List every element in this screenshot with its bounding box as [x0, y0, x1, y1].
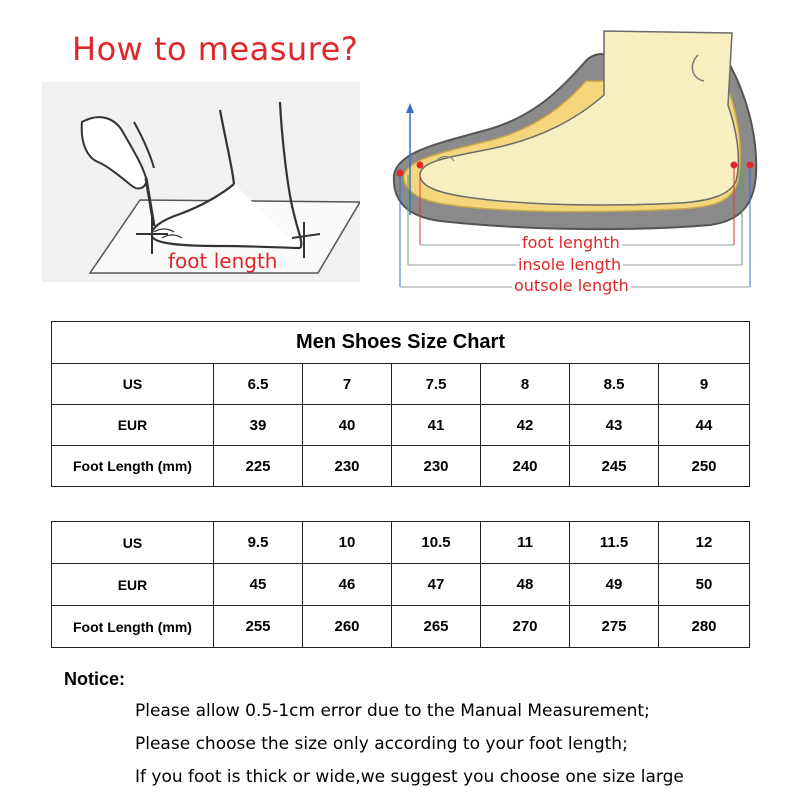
table-cell: 275 [570, 606, 659, 648]
table-cell: 48 [481, 564, 570, 606]
table-cell: 42 [481, 405, 570, 446]
table-cell: 50 [659, 564, 750, 606]
shoe-measure-illustration [380, 25, 780, 300]
size-chart-table-1 [51, 321, 750, 487]
table-cell: 265 [392, 606, 481, 648]
row-label-eur: EUR [52, 405, 214, 446]
table-cell: 49 [570, 564, 659, 606]
table-cell: 230 [303, 446, 392, 487]
table-cell: 46 [303, 564, 392, 606]
outsole-length-label: outsole length [514, 276, 629, 295]
table-row-foot-length [52, 446, 750, 487]
row-label-eur: EUR [52, 564, 214, 606]
table-cell: 40 [303, 405, 392, 446]
table-cell: 280 [659, 606, 750, 648]
table-row-eur [52, 405, 750, 446]
table-cell: 230 [392, 446, 481, 487]
foot-length-label: foot length [168, 249, 278, 273]
table-cell: 240 [481, 446, 570, 487]
notice-line-1: Please allow 0.5-1cm error due to the Manual Measurement; [135, 701, 650, 721]
table-cell: 10.5 [392, 522, 481, 564]
table-cell: 9 [659, 364, 750, 405]
row-label-us: US [52, 522, 214, 564]
table-row-eur [52, 564, 750, 606]
table-cell: 225 [214, 446, 303, 487]
size-chart-title: Men Shoes Size Chart [52, 322, 750, 364]
row-label-us: US [52, 364, 214, 405]
table-cell: 10 [303, 522, 392, 564]
table-cell: 11.5 [570, 522, 659, 564]
table-cell: 270 [481, 606, 570, 648]
page-title: How to measure? [72, 30, 359, 68]
table-cell: 47 [392, 564, 481, 606]
table-cell: 7.5 [392, 364, 481, 405]
table-cell: 245 [570, 446, 659, 487]
table-row-foot-length [52, 606, 750, 648]
table-cell: 250 [659, 446, 750, 487]
table-cell: 8.5 [570, 364, 659, 405]
table-cell: 9.5 [214, 522, 303, 564]
size-chart-table-2 [51, 521, 750, 648]
table-cell: 255 [214, 606, 303, 648]
table-cell: 7 [303, 364, 392, 405]
table-cell: 41 [392, 405, 481, 446]
table-cell: 8 [481, 364, 570, 405]
table-row-us [52, 522, 750, 564]
table-cell: 6.5 [214, 364, 303, 405]
notice-line-3: If you foot is thick or wide,we suggest you choose one size large [135, 767, 684, 787]
table-cell: 43 [570, 405, 659, 446]
insole-length-label: insole length [518, 255, 622, 274]
notice-line-2: Please choose the size only according to your foot length; [135, 734, 628, 754]
notice-title: Notice: [64, 669, 126, 689]
table-cell: 39 [214, 405, 303, 446]
table-cell: 12 [659, 522, 750, 564]
table-cell: 11 [481, 522, 570, 564]
foot-lenghth-label: foot lenghth [522, 233, 620, 252]
table-cell: 260 [303, 606, 392, 648]
table-cell: 44 [659, 405, 750, 446]
table-cell: 45 [214, 564, 303, 606]
table-row-us [52, 364, 750, 405]
row-label-foot-length: Foot Length (mm) [52, 446, 214, 487]
row-label-foot-length: Foot Length (mm) [52, 606, 214, 648]
